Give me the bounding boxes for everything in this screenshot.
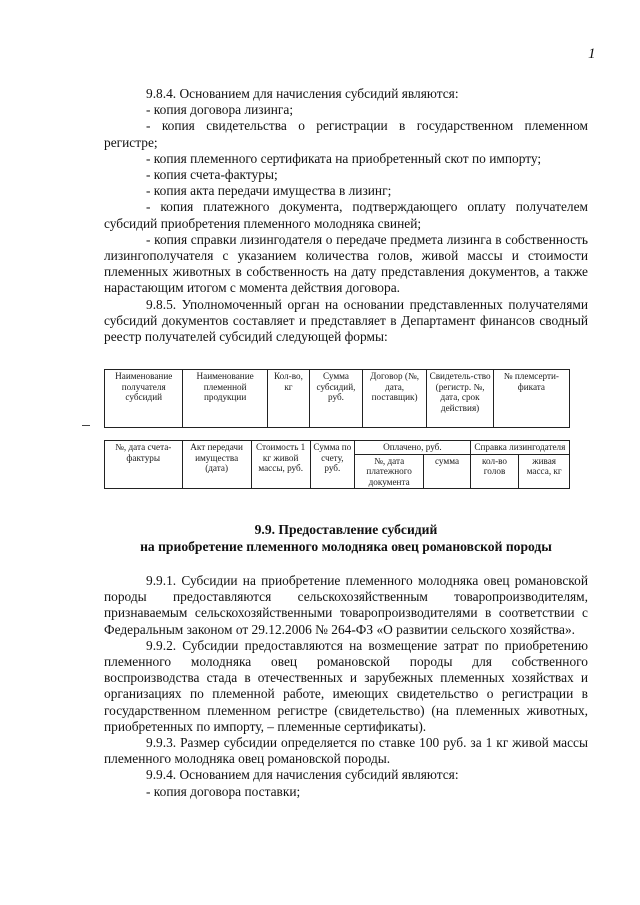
table-header-cell: живая масса, кг	[519, 454, 570, 489]
section-9-8-4	[104, 86, 588, 345]
table-header-group: Справка лизингодателя	[470, 441, 569, 455]
table-header-cell: Кол-во, кг	[267, 370, 309, 428]
table-header-cell: Сумма субсидий, руб.	[310, 370, 363, 428]
table-header-cell: Договор (№, дата, поставщик)	[362, 370, 427, 428]
table-header-cell: № племсерти-фиката	[493, 370, 569, 428]
list-item: - копия акта передачи имущества в лизинг;	[146, 183, 392, 199]
list-item: - копия договора поставки;	[146, 783, 301, 799]
table-header-cell: №, дата счета-фактуры	[105, 441, 183, 489]
heading-line: на приобретение племенного молодняка овец романовской породы	[140, 539, 552, 554]
table-header-cell: №, дата платежного документа	[355, 454, 424, 489]
table-header-cell: Свидетель-ство (регистр. №, дата, срок действия)	[427, 370, 493, 428]
scan-mark	[82, 425, 90, 426]
registry-table-1	[104, 369, 570, 428]
list-item: - копия платежного документа, подтверждающего оплату получателем субсидий приобретения племенного молодняка свиней;	[104, 199, 588, 231]
paragraph-9-8-5: 9.8.5. Уполномоченный орган на основании представленных получателями субсидий документов составляет и представляет в Департамент финансов сводный реестр получателей субсидий следующей формы:	[104, 296, 588, 345]
table-header-cell: кол-во голов	[470, 454, 519, 489]
table-header-cell: Стоимость 1 кг живой массы, руб.	[251, 441, 310, 489]
section-9-9	[104, 573, 588, 800]
table-header-cell: Наименование племенной продукции	[183, 370, 267, 428]
list-item: - копия свидетельства о регистрации в государственном племенном регистре;	[104, 118, 588, 150]
paragraph-9-9-4: 9.9.4. Основанием для начисления субсидий являются:	[146, 767, 459, 783]
table-header-cell: Акт передачи имущества (дата)	[182, 441, 251, 489]
page-number-mark: 1	[588, 46, 596, 62]
table-header-group: Оплачено, руб.	[355, 441, 471, 455]
list-item: - копия справки лизингодателя о передаче предмета лизинга в собственность лизингополучателя с указанием количества голов, живой массы и стоимости племенных животных в собственность на дату представления документов, а также нарастающим итогом с момента действия договора.	[104, 231, 588, 296]
paragraph-9-8-4-intro: 9.8.4. Основанием для начисления субсидий являются:	[146, 86, 459, 101]
paragraph-9-9-2: 9.9.2. Субсидии предоставляются на возмещение затрат по приобретению племенного молодняка овец романовской породы для собственного воспроизводства стада в отечественных и зарубежных племенных хозяйствах и организациях по племенной работе, имеющих свидетельство о регистрации в государственном племенном регистре (свидетельство) (на племенных животных, приобретенных по импорту, – племенные сертификаты).	[104, 637, 588, 734]
section-heading-9-9	[104, 521, 588, 555]
table-header-cell: Наименование получателя субсидий	[105, 370, 183, 428]
table-header-cell: Сумма по счету, руб.	[310, 441, 354, 489]
list-item: - копия племенного сертификата на приобретенный скот по импорту;	[146, 150, 542, 166]
registry-table-2	[104, 440, 570, 489]
table-header-cell: сумма	[424, 454, 471, 489]
list-item: - копия счета-фактуры;	[146, 167, 278, 183]
list-item: - копия договора лизинга;	[146, 102, 294, 118]
paragraph-9-9-3: 9.9.3. Размер субсидии определяется по ставке 100 руб. за 1 кг живой массы племенного молодняка овец романовской породы.	[104, 735, 588, 767]
heading-line: 9.9. Предоставление субсидий	[254, 522, 438, 537]
paragraph-9-9-1: 9.9.1. Субсидии на приобретение племенного молодняка овец романовской породы предоставляются сельскохозяйственным товаропроизводителям, признаваемым сельскохозяйственными товаропроизводителями в соответствии с Федеральным законом от 29.12.2006 № 264-ФЗ «О развитии сельского хозяйства».	[104, 573, 588, 637]
